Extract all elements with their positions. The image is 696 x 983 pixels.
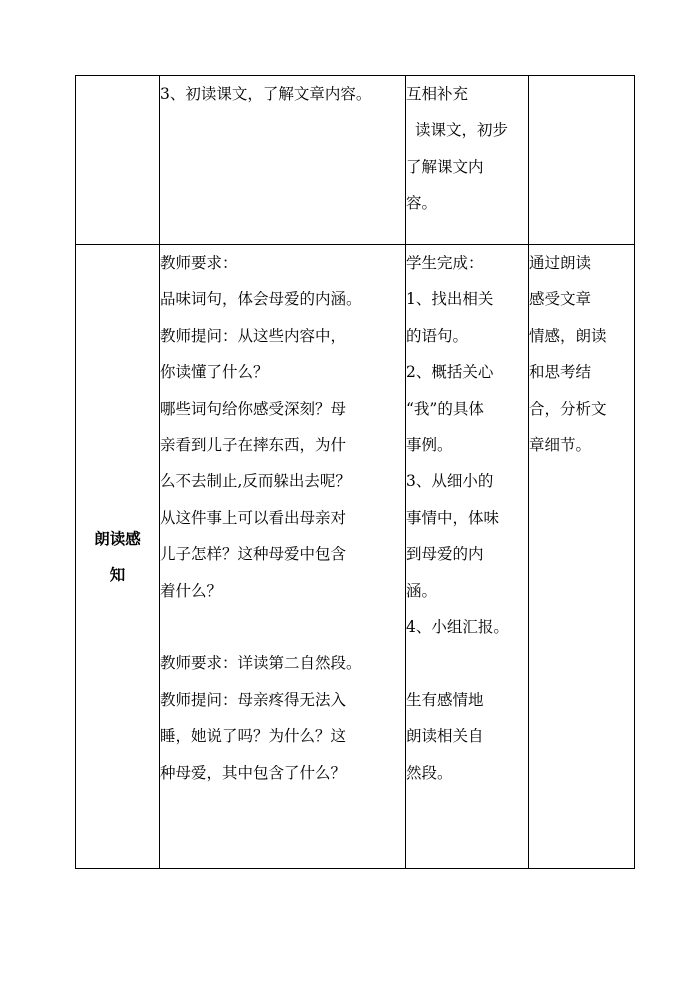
- teacher-line: 儿子怎样？这种母爱中包含: [160, 545, 347, 564]
- student-line: 2、概括关心: [406, 363, 494, 382]
- student-line: 学生完成：: [406, 254, 484, 272]
- lesson-plan-table: [75, 75, 635, 869]
- student-activity-cell: [406, 245, 529, 869]
- student-line: 的语句。: [406, 326, 469, 345]
- student-activity-cell: [406, 76, 529, 245]
- teacher-line: 着什么？: [160, 581, 223, 600]
- teacher-activity-cell: [160, 245, 406, 869]
- teacher-line: 哪些词句给你感受深刻？母: [160, 399, 347, 418]
- intent-line: 情感，朗读: [529, 326, 607, 345]
- intent-line: 合，分析文: [529, 399, 607, 418]
- blank-line: [406, 645, 528, 681]
- teacher-line: 教师提问：从这些内容中，: [160, 326, 347, 345]
- teacher-line: 教师提问：母亲疼得无法入: [160, 690, 347, 709]
- student-line: 生有感情地: [406, 690, 484, 709]
- stage-cell: [76, 76, 160, 245]
- stage-cell: [76, 245, 160, 869]
- design-intent-cell: [529, 245, 635, 869]
- teacher-line: 从这件事上可以看出母亲对: [160, 508, 347, 527]
- blank-line: [160, 609, 405, 645]
- student-line: 事情中，体味: [406, 508, 500, 527]
- student-line: 了解课文内: [406, 157, 484, 176]
- intent-line: 章细节。: [529, 436, 592, 455]
- student-line: 然段。: [406, 763, 453, 782]
- stage-label: 朗读感知: [94, 529, 141, 584]
- teacher-line: 3、初读课文，了解文章内容。: [160, 85, 372, 103]
- teacher-line: 教师要求：: [160, 254, 238, 272]
- student-line: 4、小组汇报。: [406, 618, 509, 637]
- student-line: 3、从细小的: [406, 472, 494, 491]
- table-row: [76, 76, 635, 245]
- teacher-line: 种母爱，其中包含了什么？: [160, 763, 347, 782]
- student-line: 读课文，初步: [415, 121, 509, 140]
- intent-line: 和思考结: [529, 363, 592, 382]
- teacher-line: 你读懂了什么？: [160, 363, 269, 382]
- intent-line: 感受文章: [529, 290, 592, 309]
- teacher-line: 么不去制止,反而躲出去呢？: [160, 472, 351, 491]
- student-line: 到母爱的内: [406, 545, 484, 564]
- student-line: “我”的具体: [406, 399, 484, 418]
- student-line: 1、找出相关: [406, 290, 494, 309]
- student-line: 朗读相关自: [406, 727, 484, 746]
- student-line: 事例。: [406, 436, 453, 455]
- student-line: 容。: [406, 194, 438, 213]
- teacher-line: 教师要求：详读第二自然段。: [160, 654, 362, 673]
- intent-line: 通过朗读: [529, 254, 592, 272]
- table-row: [76, 245, 635, 869]
- design-intent-cell: [529, 76, 635, 245]
- student-line: 涵。: [406, 581, 438, 600]
- teacher-line: 亲看到儿子在摔东西，为什: [160, 436, 347, 455]
- student-line: 互相补充: [406, 85, 469, 103]
- teacher-activity-cell: [160, 76, 406, 245]
- teacher-line: 睡，她说了吗？为什么？这: [160, 727, 347, 746]
- teacher-line: 品味词句，体会母爱的内涵。: [160, 290, 362, 309]
